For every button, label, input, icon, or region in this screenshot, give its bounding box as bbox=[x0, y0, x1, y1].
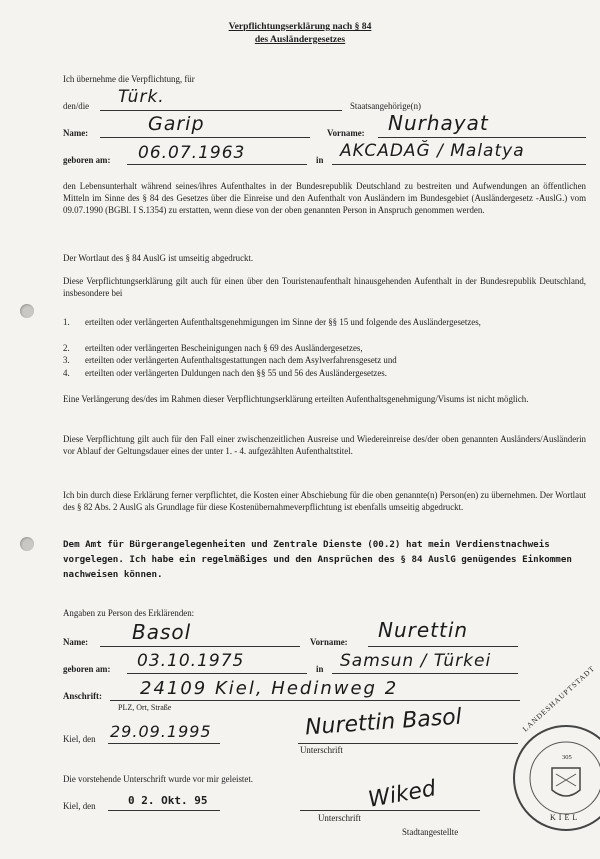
in2-label: in bbox=[316, 664, 324, 674]
angaben-label: Angaben zu Person des Erklärenden: bbox=[63, 608, 195, 618]
anschrift-value: 24109 Kiel, Hedinweg 2 bbox=[140, 678, 399, 699]
name2-value: Basol bbox=[132, 620, 192, 644]
vorname2-value: Nurettin bbox=[378, 618, 469, 642]
in2-value: Samsun / Türkei bbox=[340, 651, 492, 671]
in-label: in bbox=[316, 155, 324, 165]
den-die-line bbox=[100, 110, 342, 111]
geboren-line bbox=[127, 164, 307, 165]
geboren2-label: geboren am: bbox=[63, 664, 111, 674]
signature2-line bbox=[300, 810, 480, 811]
list-item-2: erteilten oder verlängerten Bescheinigungen nach § 69 des Ausländergesetzes, bbox=[85, 343, 363, 353]
anschrift-line bbox=[110, 700, 520, 701]
list-item-4: erteilten oder verlängerten Duldungen nach den §§ 55 und 56 des Ausländergesetzes. bbox=[85, 368, 387, 378]
kiel-den2-label: Kiel, den bbox=[63, 801, 96, 811]
list-number-1: 1. bbox=[63, 317, 70, 327]
kiel-den-line bbox=[108, 743, 220, 744]
vorname2-label: Vorname: bbox=[310, 637, 348, 647]
paragraph-touristenaufenthalt: Diese Verpflichtungserklärung gilt auch für einen über den Touristenaufenthalt hinausgehenden Aufenthalt in der Bundesrepublik Deutschland, insbesondere bei bbox=[63, 276, 586, 299]
punch-hole-top bbox=[20, 304, 34, 318]
in-line bbox=[332, 164, 586, 165]
paragraph-ausreise: Diese Verpflichtung gilt auch für den Fall einer zwischenzeitlichen Ausreise und Wiedereinreise des/der oben genannten Ausländers/Ausländerin vor Ablauf der Geltungsdauer eines der unter 1. - 4. aufgezählten Aufenthaltstitel. bbox=[63, 434, 586, 457]
kiel-den2-line bbox=[108, 810, 220, 811]
paragraph-verlaengerung: Eine Verlängerung des/des im Rahmen dieser Verpflichtungserklärung erteilten Aufenthaltsgenehmigung/Visums ist nicht möglich. bbox=[63, 394, 529, 404]
list-item-3: erteilten oder verlängerten Aufenthaltsgestattungen nach dem Asylverfahrensgesetz und bbox=[85, 355, 397, 365]
intro-text: Ich übernehme die Verpflichtung, für bbox=[63, 74, 195, 84]
unterschrift-label: Unterschrift bbox=[300, 745, 343, 755]
anschrift-label: Anschrift: bbox=[63, 691, 102, 701]
in2-line bbox=[332, 673, 518, 674]
paragraph-abschiebung: Ich bin durch diese Erklärung ferner verpflichtet, die Kosten einer Abschiebung für die oben genannte(n) Person(en) zu übernehmen. Der Wortlaut des § 82 Abs. 2 AuslG als Grundlage für diese Kostenübernahmeverpflichtung ist ebenfalls umseitig abgedruckt. bbox=[63, 490, 586, 513]
name-value: Garip bbox=[148, 113, 205, 135]
typed-verdienstnachweis-note: Dem Amt für Bürgerangelegenheiten und Zentrale Dienste (00.2) hat mein Verdienstnachweis vorgelegen. Ich habe ein regelmäßiges und den Ansprüchen des § 84 AuslG genügendes Einkommen nachweisen können. bbox=[63, 539, 578, 580]
list-number-4: 4. bbox=[63, 368, 70, 378]
vorname-label: Vorname: bbox=[327, 128, 365, 138]
staatsangehoerige-label: Staatsangehörige(n) bbox=[350, 101, 421, 111]
signature-stadtangestellte: Wiked bbox=[366, 776, 438, 813]
document-title-line1: Verpflichtungserklärung nach § 84 bbox=[228, 21, 372, 32]
paragraph-lebensunterhalt: den Lebensunterhalt während seines/ihres Aufenthaltes in der Bundesrepublik Deutschland zu bestreiten und Aufwendungen an öffentlichen Mitteln im Sinne des § 84 des Gesetzes über die Einreise und den Aufenthalt von Ausländern im Bundesgebiet (Ausländergesetz -AuslG.) vom 09.07.1990 (BGBl. I S.1354) zu erstatten, wenn diese von der oben genannten Person in Anspruch genommen werden. bbox=[63, 181, 586, 216]
document-title-line2: des Ausländergesetzes bbox=[254, 34, 346, 45]
seal-number: 305 bbox=[562, 754, 572, 761]
vorname2-line bbox=[368, 646, 518, 647]
punch-hole-bottom bbox=[20, 537, 34, 551]
name-line bbox=[100, 137, 310, 138]
plz-ort-strasse-label: PLZ, Ort, Straße bbox=[118, 703, 172, 712]
unterschrift2-label: Unterschrift bbox=[318, 813, 361, 823]
geboren-label: geboren am: bbox=[63, 155, 111, 165]
den-die-label: den/die bbox=[63, 101, 90, 111]
kiel-den-label: Kiel, den bbox=[63, 734, 96, 744]
in-value: AKCADAĞ / Malatya bbox=[340, 141, 525, 161]
seal-bottom-text: KIEL bbox=[550, 813, 581, 822]
kiel-den2-stamp-date: 0 2. Okt. 95 bbox=[128, 794, 208, 807]
geboren2-line bbox=[127, 673, 307, 674]
signature-nurettin-basol: Nurettin Basol bbox=[304, 704, 463, 741]
den-die-value: Türk. bbox=[118, 87, 165, 107]
seal-text: LANDESHAUPTSTADT bbox=[520, 663, 597, 734]
geboren2-value: 03.10.1975 bbox=[137, 651, 245, 671]
geboren-value: 06.07.1963 bbox=[138, 143, 246, 163]
kiel-den-value: 29.09.1995 bbox=[110, 722, 212, 741]
vorname-value: Nurhayat bbox=[388, 111, 489, 135]
wortlaut-note: Der Wortlaut des § 84 AuslG ist umseitig abgedruckt. bbox=[63, 253, 254, 263]
stadtangestellte-label: Stadtangestellte bbox=[402, 827, 459, 837]
list-item-1: erteilten oder verlängerten Aufenthaltsgenehmigungen im Sinne der §§ 15 und folgende des Ausländergesetzes, bbox=[85, 317, 481, 327]
geleistet-text: Die vorstehende Unterschrift wurde vor mir geleistet. bbox=[63, 774, 254, 784]
name2-label: Name: bbox=[63, 637, 89, 647]
list-number-3: 3. bbox=[63, 355, 70, 365]
name2-line bbox=[100, 646, 300, 647]
name-label: Name: bbox=[63, 128, 89, 138]
vorname-line bbox=[378, 137, 586, 138]
list-number-2: 2. bbox=[63, 343, 70, 353]
